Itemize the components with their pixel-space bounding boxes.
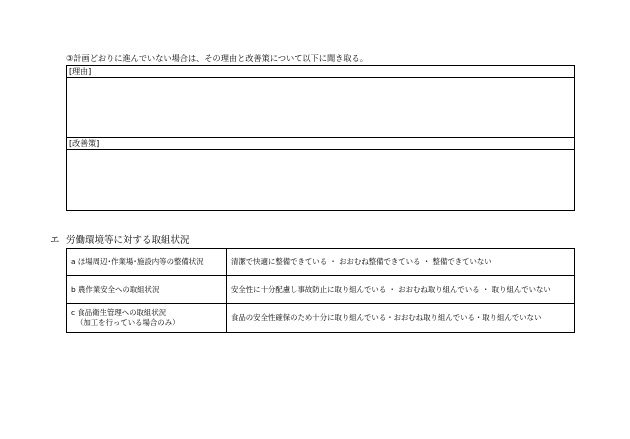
options-text: 食品の安全性確保のため十分に取り組んでいる・おおむね取り組んでいる・取り組んでいない [231,313,542,322]
item-note: （加工を行っている場合のみ） [76,318,180,327]
section-heading [50,235,190,247]
options-text: 清潔で快適に整備できている ・ おおむね整備できている ・ 整備できていない [231,257,492,266]
item-label: c 食品衛生管理への取組状況 [71,308,167,317]
item-label: b 農作業安全への取組状況 [71,284,160,294]
section-title: 労働環境等に対する取組状況 [66,235,190,246]
improvement-label-divider [67,149,574,150]
instruction-text: ③計画どおりに進んでいない場合は、その理由と改善策について以下に聞き取る。 [66,53,368,63]
options-cell[interactable] [227,304,575,333]
work-environment-table [66,248,575,333]
item-cell [67,249,227,276]
options-cell[interactable] [227,276,575,304]
reason-box[interactable] [66,65,575,138]
options-text: 安全性に十分配慮し事故防止に取り組んでいる ・ おおむね取り組んでいる ・ 取り組んでいない [231,284,551,294]
table-row [67,304,575,333]
improvement-box[interactable] [66,138,575,211]
options-cell[interactable] [227,249,575,276]
table-row [67,249,575,276]
item-label: a ほ場周辺･作業場･施設内等の整備状況 [71,257,204,266]
table-row [67,276,575,304]
item-cell [67,304,227,333]
section-marker: エ [50,235,60,246]
item-cell [67,276,227,304]
improvement-label: [改善策] [69,139,100,148]
reason-label-divider [67,77,574,78]
reason-label: [理由] [69,67,92,76]
